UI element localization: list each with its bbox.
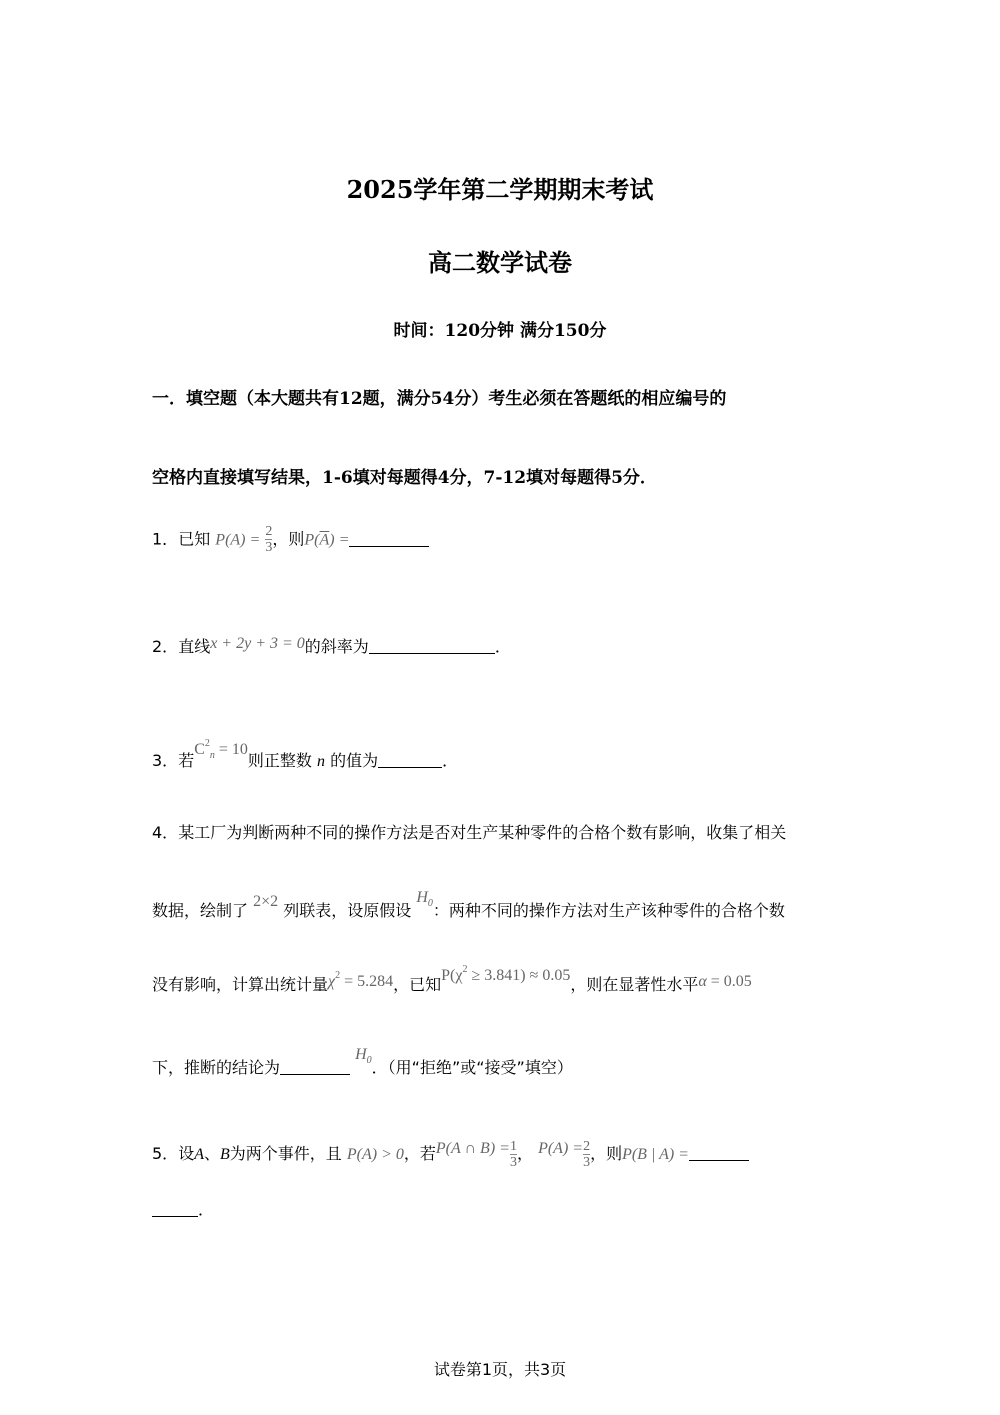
q4-math-prob: $P(\chi^2 \ge 3.841) \approx 0.05$ bbox=[441, 964, 571, 984]
question-4-line4: 下，推断的结论为 $H_0$．（用“拒绝”或“接受”填空） bbox=[152, 1046, 573, 1077]
question-number: 5． bbox=[152, 1144, 179, 1163]
q5-math-pba: P(B | A) = bbox=[622, 1146, 689, 1163]
q1-text: 已知 bbox=[178, 529, 211, 549]
q1-text-2: ，则 bbox=[272, 529, 305, 549]
question-4-line2: 数据，绘制了 2×2 列联表，设原假设 $H_0$：两种不同的操作方法对生产该种零件的合格个数 bbox=[152, 889, 785, 920]
answer-blank[interactable] bbox=[349, 530, 429, 547]
q4-math-chi-stat: $\chi^2 = 5.284$ bbox=[328, 970, 394, 990]
q5-math-pa: P(A) = bbox=[538, 1140, 584, 1157]
q3-math-comb: $C^2_n = 10$ bbox=[194, 738, 248, 761]
q4-math-alpha: α = 0.05 bbox=[698, 973, 752, 990]
q5-var-b: B bbox=[220, 1146, 230, 1163]
question-4-line1: 4．某工厂为判断两种不同的操作方法是否对生产某种零件的合格个数有影响，收集了相关 bbox=[152, 823, 787, 842]
q5-fraction-2: $\frac{2}{3}$ bbox=[583, 1138, 591, 1170]
q4-math-2x2: 2×2 bbox=[253, 893, 279, 910]
fraction-numerator: 2 bbox=[265, 524, 273, 539]
answer-blank[interactable] bbox=[689, 1144, 749, 1161]
q4-math-h0-2: $H_0$ bbox=[355, 1046, 372, 1066]
answer-blank-cont[interactable] bbox=[152, 1200, 198, 1217]
question-number: 2． bbox=[152, 637, 179, 656]
question-4-line3: 没有影响，计算出统计量$\chi^2 = 5.284$，已知$P(\chi^2 \ge 3.841) \approx 0.05$，则在显著性水平α = 0.05 bbox=[152, 964, 752, 994]
q1-math-pabar: $P(\overline{A})$ = bbox=[304, 531, 350, 549]
question-1 bbox=[152, 525, 429, 555]
exam-title: 2025学年第二学期期末考试 bbox=[346, 175, 654, 204]
q2-text-2: 的斜率为 bbox=[304, 637, 369, 656]
answer-blank[interactable] bbox=[280, 1058, 350, 1075]
question-2 bbox=[152, 632, 511, 659]
q5-math-pab: P(A ∩ B) = bbox=[435, 1140, 510, 1157]
q5-math-pa-pos: P(A) > 0 bbox=[346, 1146, 404, 1163]
q5-var-a: A bbox=[194, 1146, 204, 1163]
question-number: 3． bbox=[152, 751, 179, 770]
answer-blank[interactable] bbox=[369, 637, 495, 654]
q1-math-pa: P(A) = bbox=[215, 531, 261, 549]
question-number: 4． bbox=[152, 823, 179, 842]
section-heading-line1: 一．填空题（本大题共有12题，满分54分）考生必须在答题纸的相应编号的 bbox=[152, 389, 727, 409]
question-5: 5．设A、B为两个事件，且 P(A) > 0，若P(A ∩ B) = $\frac{1}{3}$ ， P(A) = $\frac{2}{3}$ ，则P(B | A) = bbox=[152, 1137, 749, 1170]
q3-text-3: 的值为 bbox=[330, 751, 379, 770]
q5-fraction-1: $\frac{1}{3}$ bbox=[509, 1138, 517, 1170]
question-number: 1． bbox=[152, 529, 179, 549]
fraction-denominator: 3 bbox=[265, 540, 273, 555]
question-3 bbox=[152, 732, 458, 774]
q3-period: ． bbox=[442, 751, 459, 770]
q4-math-h0: $H_0$ bbox=[416, 889, 433, 909]
section-heading-line2: 空格内直接填写结果，1-6填对每题得4分，7-12填对每题得5分． bbox=[152, 468, 657, 488]
q2-period: ． bbox=[494, 637, 511, 656]
q2-math-line: x + 2y + 3 = 0 bbox=[210, 635, 305, 652]
q3-text: 若 bbox=[178, 751, 195, 770]
q2-text: 直线 bbox=[178, 637, 211, 656]
exam-subtitle: 高二数学试卷 bbox=[428, 248, 572, 277]
q3-var-n: n bbox=[317, 753, 326, 770]
exam-meta: 时间：120分钟 满分150分 bbox=[393, 321, 607, 341]
q3-text-2: 则正整数 bbox=[247, 751, 312, 770]
question-5-cont: ． bbox=[152, 1198, 214, 1222]
answer-blank[interactable] bbox=[378, 751, 442, 768]
page-footer: 试卷第1页，共3页 bbox=[433, 1360, 567, 1379]
